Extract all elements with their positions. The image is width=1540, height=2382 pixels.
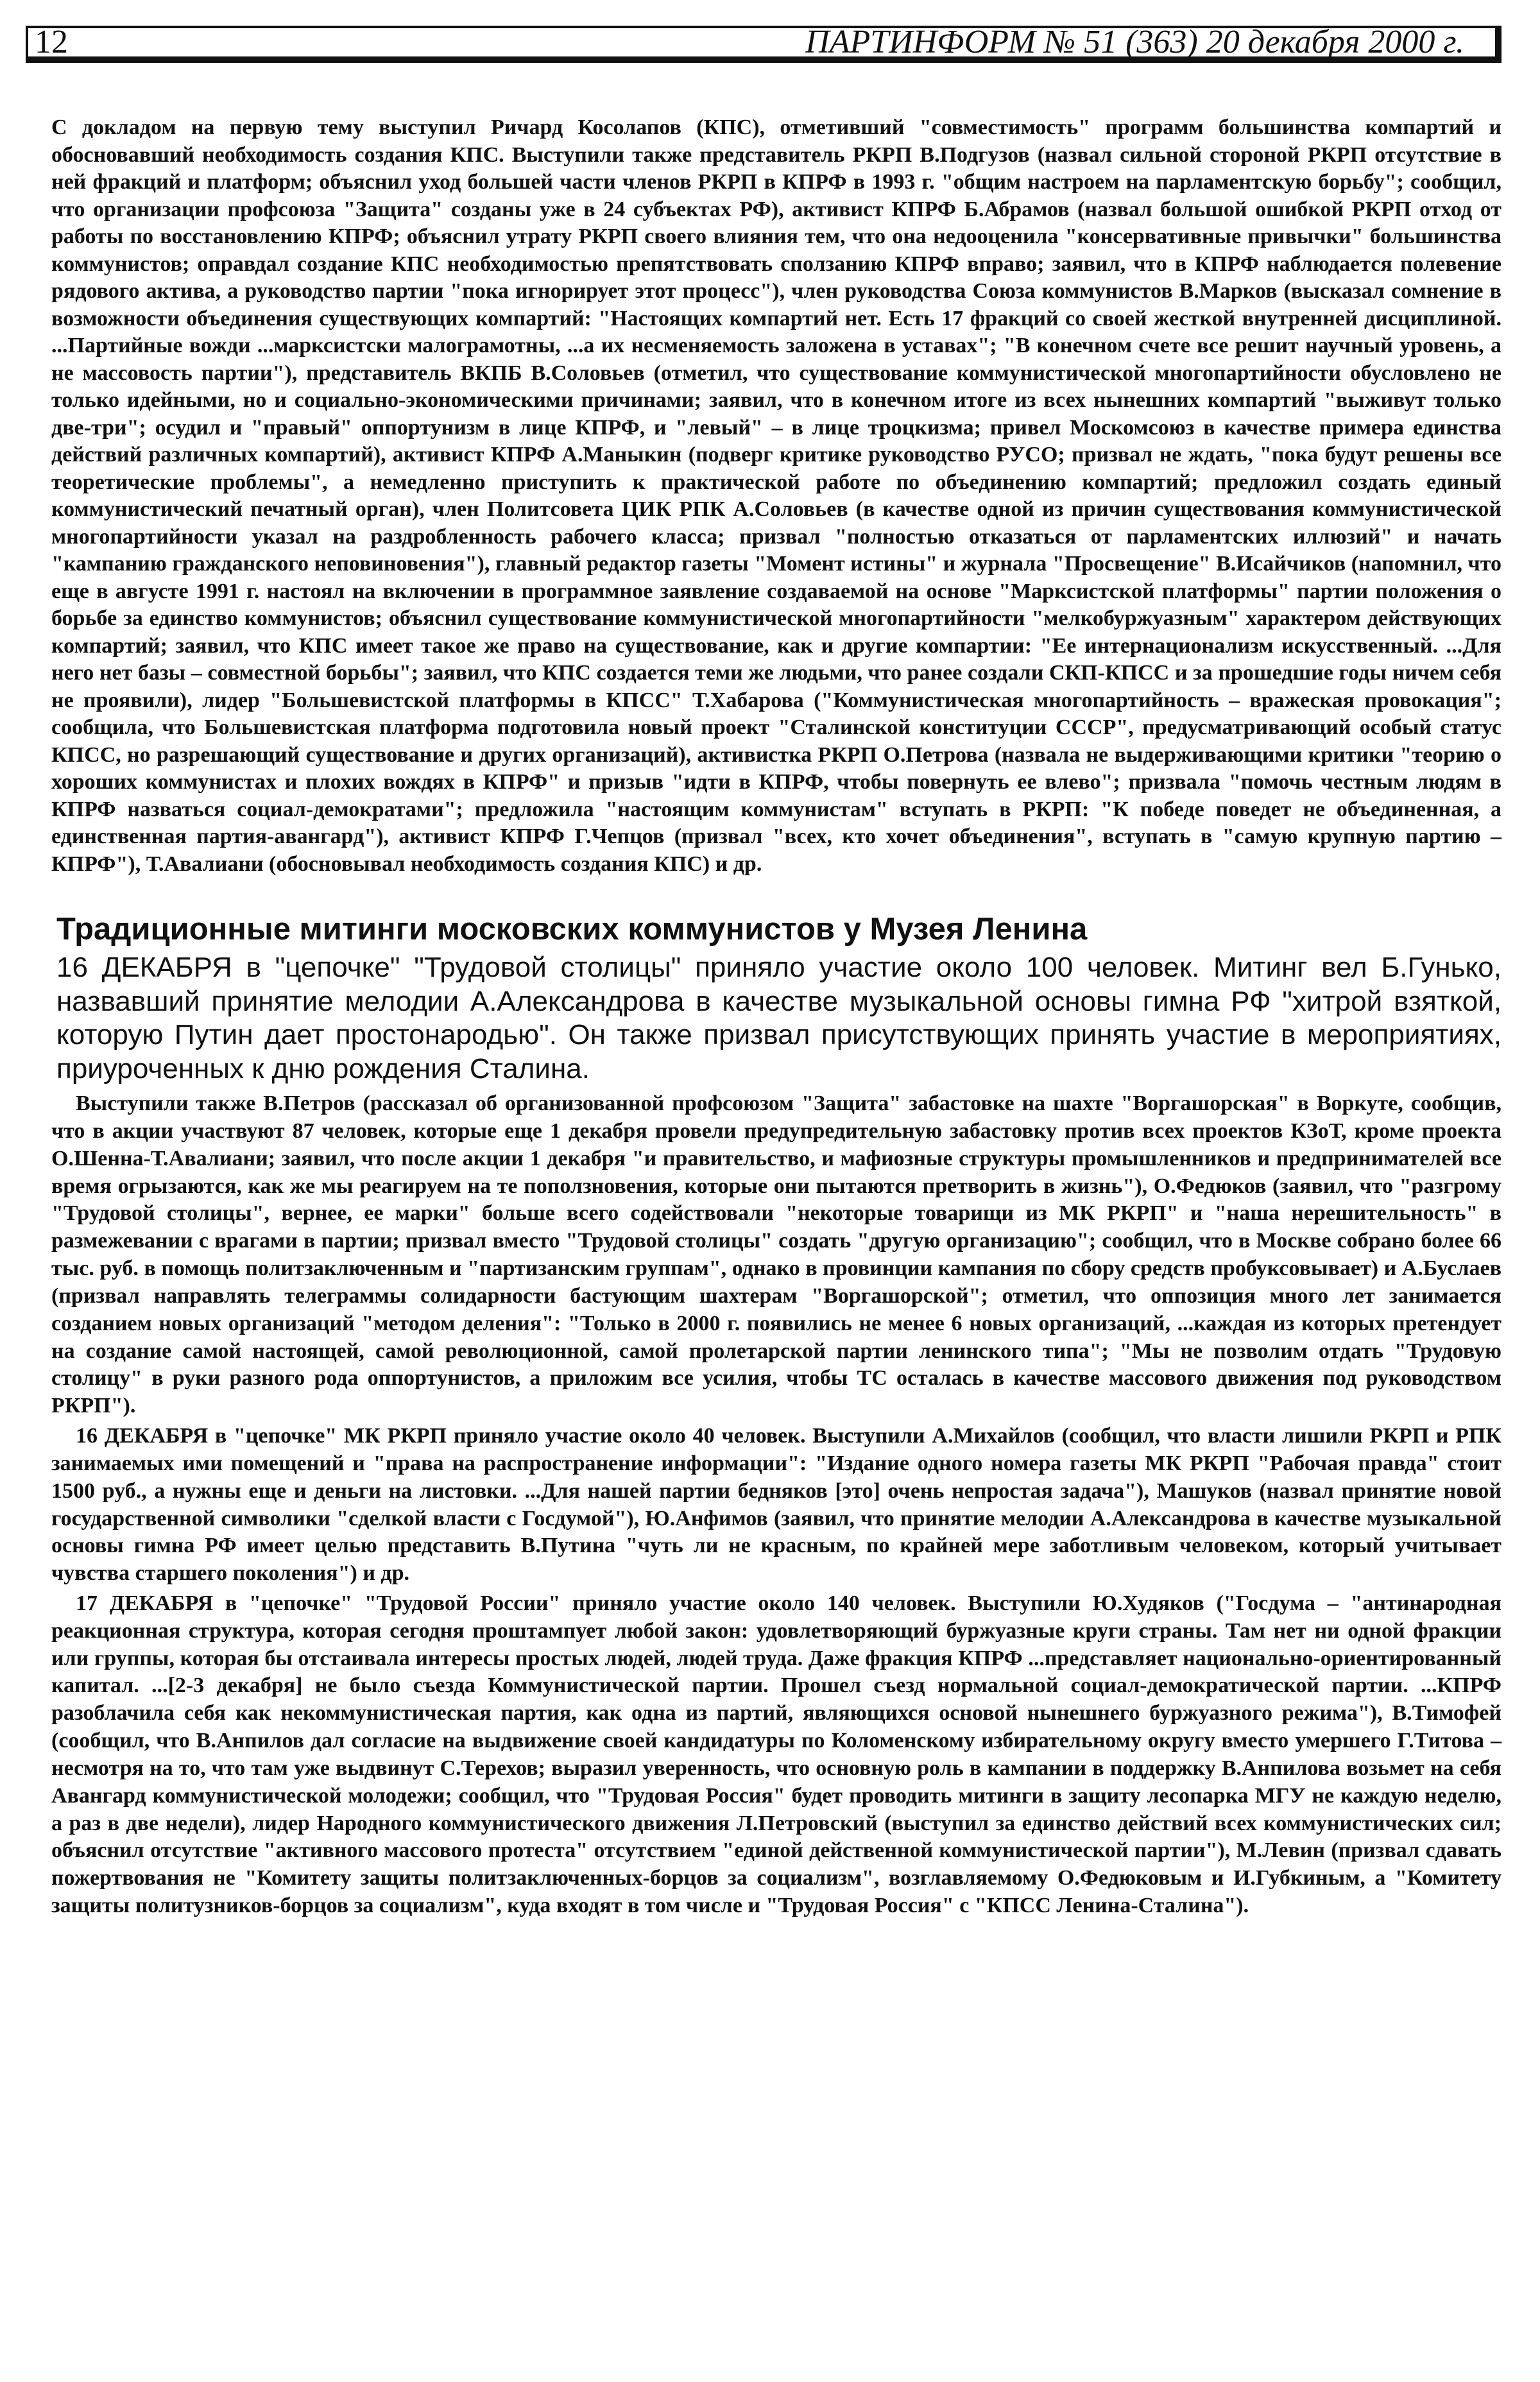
article-body (51, 114, 1502, 1920)
intro-paragraph: С докладом на первую тему выступил Ричард Косолапов (КПС), отметивший "совместимость" программ большинства компартий и обосновавший необходимость создания КПС. Выступили также представитель РКРП В.Подгузов (назвал сильной стороной РКРП отсутствие в ней фракций и платформ; объяснил уход большей части членов РКРП в КПРФ в 1993 г. "общим настроем на парламентскую борьбу"; сообщил, что организации профсоюза "Защита" созданы уже в 24 субъектах РФ), активист КПРФ Б.Абрамов (назвал большой ошибкой РКРП отход от работы по восстановлению КПРФ; объяснил утрату РКРП своего влияния тем, что она недооценила "консервативные привычки" большинства коммунистов; оправдал создание КПС необходимостью препятствовать сползанию КПРФ вправо; заявил, что в КПРФ наблюдается полевение рядового актива, а руководство партии "пока игнорирует этот процесс"), член руководства Союза коммунистов В.Марков (высказал сомнение в возможности объединения существующих компартий: "Настоящих компартий нет. Есть 17 фракций со своей жесткой внутренней дисциплиной. ...Партийные вожди ...марксистски малограмотны, ...а их несменяемость заложена в уставах"; "В конечном счете все решит научный уровень, а не массовость партии"), представитель ВКПБ В.Соловьев (отметил, что существование коммунистической многопартийности обусловлено не только идейными, но и социально-экономическими причинами; заявил, что в конечном итоге из всех нынешних компартий "выживут только две-три"; осудил и "правый" оппортунизм в лице КПРФ, и "левый" – в лице троцкизма; привел Москомсоюз в качестве примера единства действий различных компартий), активист КПРФ А.Маныкин (подверг критике руководство РУСО; призвал не ждать, "пока будут решены все теоретические проблемы", а немедленно приступить к практической работе по объединению компартий; предложил создать единый коммунистический печатный орган), член Политсовета ЦИК РПК А.Соловьев (в качестве одной из причин существования коммунистической многопартийности указал на раздробленность рабочего класса; призвал "полностью отказаться от парламентских иллюзий" и начать "кампанию гражданского неповиновения"), главный редактор газеты "Момент истины" и журнала "Просвещение" В.Исайчиков (напомнил, что еще в августе 1991 г. настоял на включении в программное заявление создаваемой на основе "Марксистской платформы" партии положения о борьбе за единство коммунистов; объяснил существование коммунистической многопартийности "мелкобуржуазным" характером действующих компартий; заявил, что КПС имеет такое же право на существование, как и другие компартии: "Ее интернационализм искусственный. ...Для него нет базы – совместной борьбы"; заявил, что КПС создается теми же людьми, что ранее создали СКП-КПСС и за прошедшие годы ничем себя не проявили), лидер "Большевистской платформы в КПСС" Т.Хабарова ("Коммунистическая многопартийность – вражеская провокация"; сообщила, что Большевистская платформа подготовила новый проект "Сталинской конституции СССР", предусматривающий особый статус КПСС, но разрешающий существование и других организаций), активистка РКРП О.Петрова (назвала не выдерживающими критики "теорию о хороших коммунистах и плохих вождях в КПРФ" и призыв "идти в КПРФ, чтобы повернуть ее влево"; призвала "помочь честным людям в КПРФ назваться социал-демократами"; предложила "настоящим коммунистам" вступать в РКРП: "К победе поведет не объединенная, а единственная партия-авангард"), активист КПРФ Г.Чепцов (призвал "всех, кто хочет объединения", вступать в "самую крупную партию – КПРФ"), Т.Авалиани (обосновывал необходимость создания КПС) и др. (51, 116, 1502, 876)
paragraph-petrov-fedyukov-buslaev: Выступили также В.Петров (рассказал об организованной профсоюзом "Защита" забастовке на шахте "Воргашорская" в Воркуте, сообщив, что в акции участвуют 87 человек, которые еще 1 декабря провели предупредительную забастовку против всех проектов КЗоТ, кроме проекта О.Шенна-Т.Авалиани; заявил, что после акции 1 декабря "и правительство, и мафиозные структуры промышленников и предпринимателей все время огрызаются, как же мы реагируем на те поползновения, которые они пытаются претворить в жизнь"), О.Федюков (заявил, что "разгрому "Трудовой столицы", вернее, ее марки" больше всего содействовали "некоторые товарищи из МК РКРП" и "наша нерешительность" в размежевании с врагами в партии; призвал вместо "Трудовой столицы" создать "другую организацию"; сообщил, что в Москве собрано более 66 тыс. руб. в помощь политзаключенным и "партизанским группам", однако в провинции кампания по сбору средств пробуксовывает) и А.Буслаев (призвал направлять телеграммы солидарности бастующим шахтерам "Воргашорской"; отметил, что оппозиция много лет занимается созданием новых организаций "методом деления": "Только в 2000 г. появились не менее 6 новых организаций, ...каждая из которых претендует на создание самой настоящей, самой революционной, самой пролетарской партии ленинского типа"; "Мы не позволим отдать "Трудовую столицу" в руки разного рода оппортунистов, а приложим все усилия, чтобы ТС осталась в качестве массового движения под руководством РКРП"). (51, 1092, 1502, 1418)
section-lead-paragraph: 16 ДЕКАБРЯ в "цепочке" "Трудовой столицы" приняло участие около 100 человек. Митинг вел Б.Гунько, назвавший принятие мелодии А.Александрова в качестве музыкальной основы гимна РФ "хитрой взяткой, которую Путин дает простонародью". Он также призвал присутствующих принять участие в мероприятиях, приуроченных к дню рождения Сталина. (56, 951, 1502, 1085)
issue-line: ПАРТИНФОРМ № 51 (363) 20 декабря 2000 г. (805, 24, 1464, 60)
page-number: 12 (35, 24, 68, 60)
section-heading: Традиционные митинги московских коммунистов у Музея Ленина (56, 912, 1088, 947)
paragraph-mk-rkrp-rally: 16 ДЕКАБРЯ в "цепочке" МК РКРП приняло участие около 40 человек. Выступили А.Михайлов (сообщил, что власти лишили РКРП и РПК занимаемых ими помещений и "права на распространение информации": "Издание одного номера газеты МК РКРП "Рабочая правда" стоит 1500 руб., а нужны еще и деньги на листовки. ...Для нашей партии бедняков [это] очень непростая задача"), Машуков (назвал принятие новой государственной символики "сделкой власти с Госдумой"), Ю.Анфимов (заявил, что принятие мелодии А.Александрова в качестве музыкальной основы гимна РФ имеет целью представить В.Путина "чуть ли не красным, по крайней мере заботливым человеком, который учитывает чувства старшего поколения") и др. (51, 1424, 1502, 1586)
page-header (26, 26, 1502, 63)
paragraph-trudovaya-rossiya-rally: 17 ДЕКАБРЯ в "цепочке" "Трудовой России" приняло участие около 140 человек. Выступили Ю.Худяков ("Госдума – "антинародная реакционная структура, которая сегодня проштампует любой закон: удовлетворяющий буржуазные круги страны. Там нет ни одной фракции или группы, которая бы отстаивала интересы простых людей, людей труда. Даже фракция КПРФ ...представляет национально-ориентированный капитал. ...[2-3 декабря] не было съезда Коммунистической партии. Прошел съезд нормальной социал-демократической партии. ...КПРФ разоблачила себя как некоммунистическая партия, как одна из партий, являющихся основой нынешнего буржуазного режима"), В.Тимофей (сообщил, что В.Анпилов дал согласие на выдвижение своей кандидатуры по Коломенскому избирательному округу вместо умершего Г.Титова – несмотря на то, что там уже выдвинут С.Терехов; выразил уверенность, что основную роль в кампании в поддержку В.Анпилова возьмет на себя Авангард коммунистической молодежи; сообщил, что "Трудовая Россия" будет проводить митинги в защиту лесопарка МГУ не каждую неделю, а раз в две недели), лидер Народного коммунистического движения Л.Петровский (выступил за единство действий всех коммунистических сил; объяснил отсутствие "активного массового протеста" отсутствием "единой действенной коммунистической партии"), М.Левин (призвал сдавать пожертвования не "Комитету защиты политзаключенных-борцов за социализм", возглавляемому О.Федюковым и И.Губкиным, а "Комитету защиты политузников-борцов за социализм", куда входят в том числе и "Трудовая Россия" с "КПСС Ленина-Сталина"). (51, 1591, 1502, 1918)
